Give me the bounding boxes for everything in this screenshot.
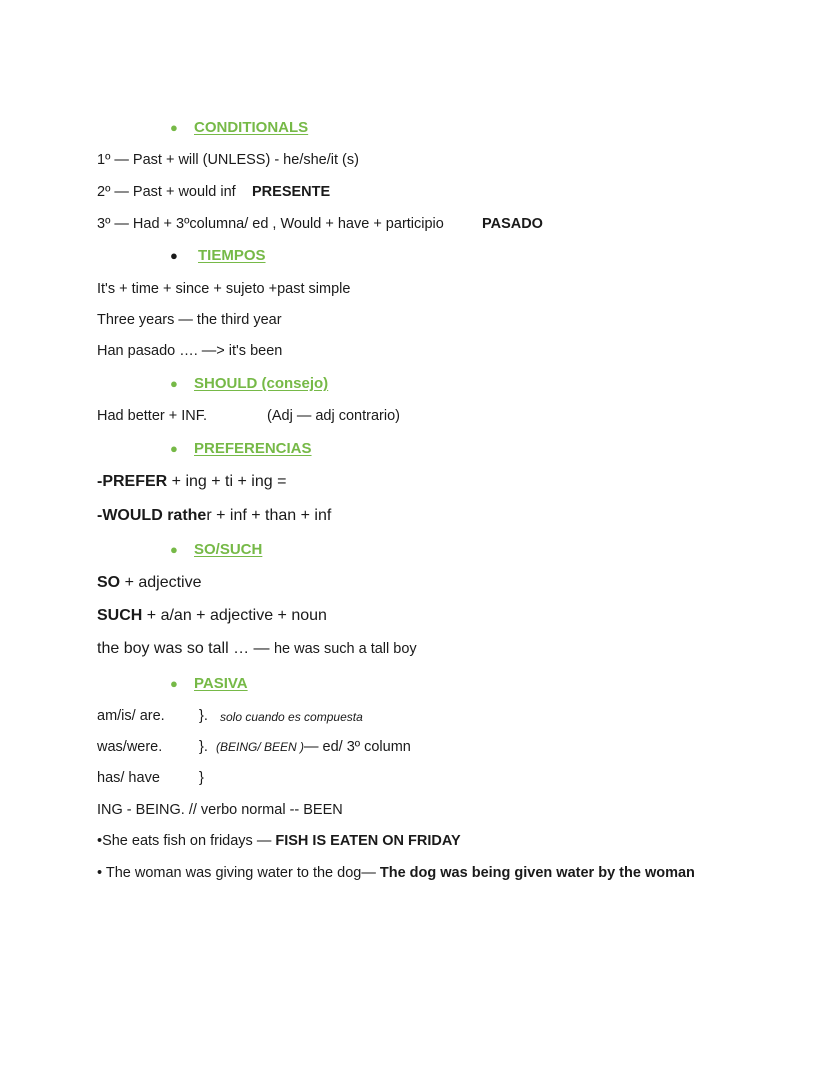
conditional-second-tag: PRESENTE	[252, 184, 331, 200]
pasiva-line-4: ING - BEING. // verbo normal -- BEEN	[97, 802, 343, 818]
prefer-rest: + ing + ti + ing =	[167, 473, 287, 490]
pasiva-row-2-brace: }.	[199, 739, 208, 755]
conditional-third-tag: PASADO	[482, 216, 543, 232]
heading-text: TIEMPOS	[198, 247, 266, 264]
such-line	[97, 606, 327, 626]
pasiva-example-1-passive: FISH IS EATEN ON FRIDAY	[275, 833, 461, 849]
pasiva-row-1-brace: }.	[199, 708, 208, 724]
conditional-third-line	[97, 215, 444, 233]
pasiva-row-2-detail	[216, 738, 411, 756]
bullet-icon: ●	[170, 120, 178, 135]
heading-text: PREFERENCIAS	[194, 440, 312, 457]
bullet-icon: ●	[170, 676, 178, 691]
pasiva-row-3-brace: }	[199, 770, 204, 786]
pasiva-row-1-left: am/is/ are.	[97, 708, 165, 724]
preferencias-line-1	[97, 472, 286, 492]
pasiva-example-1	[97, 832, 461, 850]
section-heading-conditionals	[170, 118, 308, 138]
conditional-second-line	[97, 183, 236, 201]
would-rather-keyword: -WOULD rathe	[97, 507, 207, 524]
section-heading-should	[170, 374, 328, 394]
pasiva-example-2-active: • The woman was giving water to the dog—	[97, 865, 380, 881]
pasiva-example-1-active: •She eats fish on fridays —	[97, 833, 276, 849]
would-rather-rest: r + inf + than + inf	[206, 507, 332, 524]
should-line-left: Had better + INF.	[97, 408, 208, 424]
heading-text: CONDITIONALS	[194, 119, 309, 136]
bullet-icon: ●	[170, 248, 178, 263]
tiempos-line-2: Three years — the third year	[97, 312, 282, 328]
section-heading-preferencias	[170, 439, 312, 459]
bullet-icon: ●	[170, 542, 178, 557]
heading-text: PASIVA	[194, 675, 248, 692]
pasiva-row-2-rest: — ed/ 3º column	[304, 739, 411, 755]
so-line	[97, 573, 202, 593]
bullet-icon: ●	[170, 376, 178, 391]
pasiva-example-2	[97, 864, 695, 882]
should-line-right: (Adj — adj contrario)	[267, 408, 400, 424]
so-such-example	[97, 640, 417, 658]
pasiva-row-2-left: was/were.	[97, 739, 163, 755]
so-keyword: SO	[97, 574, 121, 591]
pasiva-row-1-note: solo cuando es compuesta	[220, 710, 363, 724]
bullet-icon: ●	[170, 441, 178, 456]
pasiva-row-3-left: has/ have	[97, 770, 160, 786]
conditional-first-line: 1º — Past + will (UNLESS) - he/she/it (s)	[97, 152, 359, 168]
tiempos-line-1: It's + time + since + sujeto +past simple	[97, 281, 351, 297]
conditional-third-text: 3º — Had + 3ºcolumna/ ed , Would + have + participio	[97, 216, 444, 232]
pasiva-example-2-passive: The dog was being given water by the woman	[379, 865, 695, 881]
preferencias-line-2	[97, 506, 331, 526]
conditional-second-text: 2º — Past + would inf	[97, 184, 236, 200]
prefer-keyword: -PREFER	[97, 473, 168, 490]
pasiva-row-2-note: (BEING/ BEEN )	[216, 740, 305, 754]
section-heading-so-such	[170, 540, 262, 560]
tiempos-line-3: Han pasado …. —> it's been	[97, 343, 283, 359]
heading-text: SHOULD (consejo)	[194, 375, 329, 392]
such-example: he was such a tall boy	[273, 641, 417, 657]
so-example: the boy was so tall … —	[97, 640, 274, 657]
heading-text: SO/SUCH	[194, 541, 263, 558]
so-rest: + adjective	[120, 574, 202, 591]
such-rest: + a/an + adjective + noun	[142, 607, 327, 624]
section-heading-pasiva	[170, 674, 248, 694]
section-heading-tiempos	[170, 246, 266, 266]
such-keyword: SUCH	[97, 607, 143, 624]
